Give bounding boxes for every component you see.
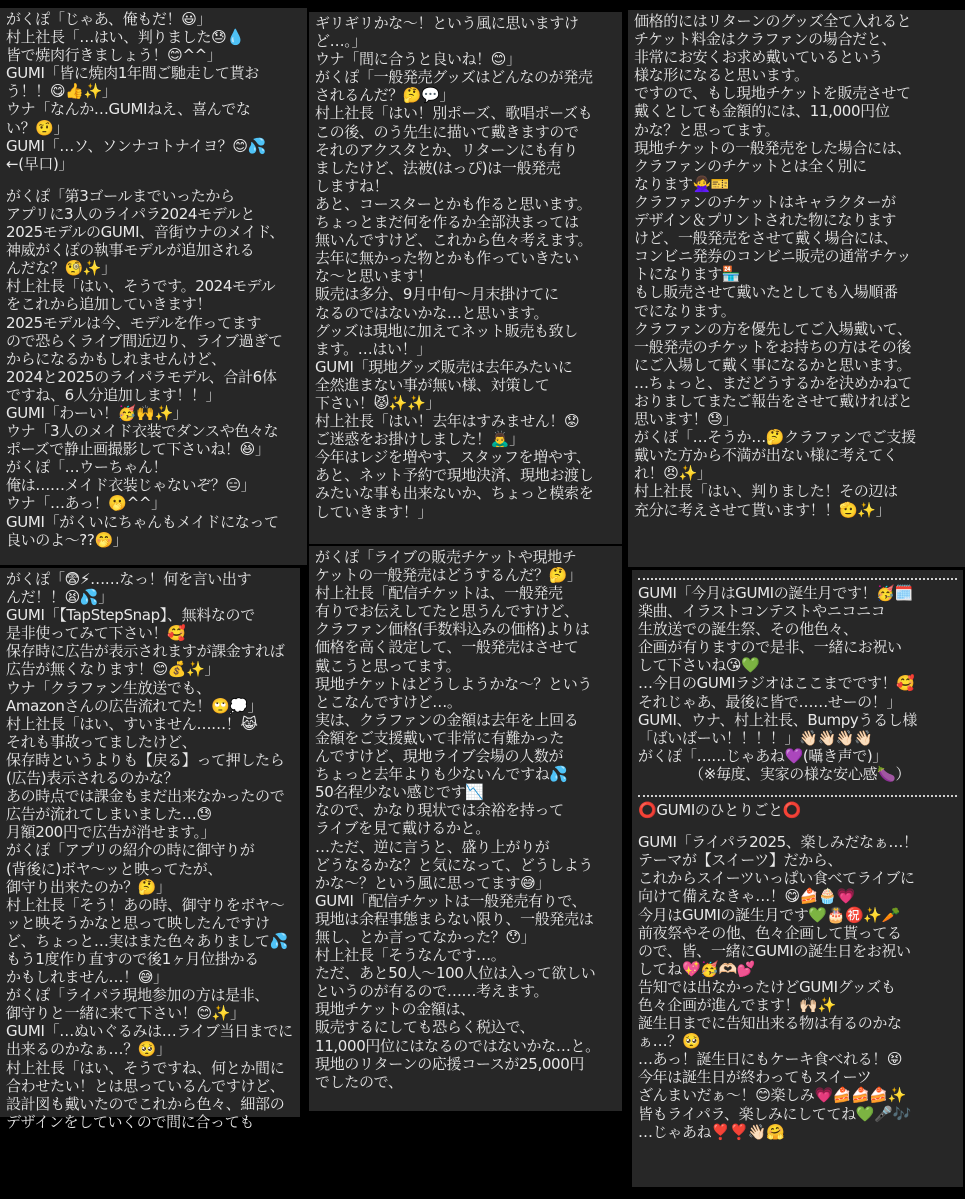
- text-panel-bottom-right: [632, 570, 963, 1187]
- text-line: 前夜祭やその他、色々企画して貰ってる: [638, 923, 902, 942]
- text-line: もし販売させて戴いたとしても入場順番: [634, 283, 898, 302]
- text-line: GUMI、ウナ、村上社長、Bumpyうるし様: [638, 710, 918, 729]
- text-line: ウナ「…あっ！🫢^^」: [6, 494, 166, 513]
- text-line: コンビニ発券のコンビニ販売の通常チケッ: [634, 247, 912, 266]
- text-line: 村上社長「そう！あの時、御守りをボヤ～: [6, 895, 285, 914]
- text-line: な～と思います！: [315, 267, 433, 286]
- text-line: でしたので、: [315, 1072, 403, 1091]
- text-line: …今日のGUMIラジオはここまでです！🥰: [638, 674, 915, 693]
- text-line: テーマが【スイーツ】だから、: [638, 851, 843, 870]
- text-line: 現地は余程事態まらない限り、一般発売は: [315, 909, 594, 928]
- text-line: がくぽ「一般発売グッズはどんなのが発売: [315, 68, 593, 87]
- text-line: 今月はGUMIの誕生月です💚🎂㊗️✨🥕: [638, 905, 901, 924]
- dotted-divider-middle: [638, 795, 957, 797]
- text-line: 思います！😓」: [634, 410, 738, 429]
- text-line: 価格的にはリターンのグッズ全て入れると: [634, 12, 912, 30]
- text-line: (広告)表示されるのかな？: [6, 769, 179, 788]
- text-line: クラファン価格(手数料込みの価格)よりは: [315, 620, 590, 639]
- text-line: みたいな事も出来ないか、ちょっと模索を: [315, 484, 594, 503]
- text-line: 金額をご支援戴いて非常に有難かった: [315, 728, 565, 747]
- text-line: 合わせたい！とは思っているんですけど、: [6, 1076, 285, 1095]
- text-line: 非常にお安くお求め戴いているという: [634, 48, 884, 67]
- text-line: 村上社長「はい、そうです。2024モデル: [6, 277, 276, 296]
- text-line: がくぽ「第3ゴールまでいったから: [6, 186, 235, 205]
- text-line: 出来るのかなぁ…？🥺」: [6, 1040, 171, 1059]
- text-line: GUMI「現地グッズ販売は去年みたいに: [315, 357, 573, 376]
- text-line: 月額200円で広告が消せます。」: [6, 823, 216, 842]
- text-line: クラファンのチケットはキャラクターが: [634, 192, 896, 211]
- text-panel-top-middle: [309, 12, 622, 544]
- text-line: ウナ「なんか…GUMIねえ、喜んでな: [6, 100, 251, 119]
- text-line: 無し、とか言ってなかった？😯」: [315, 927, 536, 946]
- text-line: 様な形になると思います。: [634, 66, 809, 85]
- text-line: がくぽ「😨⚡……なっ！何を言い出す: [6, 570, 252, 588]
- text-line: 御守り出来たのか？🤔」: [6, 877, 171, 896]
- text-line: それも事故ってましたけど、: [6, 732, 197, 751]
- text-line: でになります。: [634, 301, 736, 320]
- text-line: 有りでお伝えしてたと思うんですけど、: [315, 602, 579, 621]
- text-line: 充分に考えさせて貰います！！🫡✨」: [634, 500, 891, 519]
- text-line: GUMI「皆に焼肉1年間ご馳走して貰お: [6, 64, 259, 83]
- text-line: ので恐らくライブ間近辺り、ライブ過ぎて: [6, 331, 283, 350]
- text-line: ライブを見て戴けるかと。: [315, 819, 490, 838]
- text-panel-top-right: [628, 10, 965, 567]
- text-line: あと、ネット予約で現地決済、現地お渡し: [315, 466, 594, 485]
- text-line: 広告が無くなります！😊💰✨」: [6, 660, 220, 679]
- text-line: がくぽ「アプリの紹介の時に御守りが: [6, 841, 255, 860]
- text-line: 戴こうと思ってます。: [315, 656, 461, 675]
- text-line: GUMI「今月はGUMIの誕生月です！🥳🗓️: [638, 584, 913, 602]
- panel-lines-birthday: [638, 584, 957, 783]
- text-line: …あっ！誕生日にもケーキ食べれる！😝: [638, 1050, 903, 1069]
- text-line: 企画が有りますので是非、一緒にお祝い: [638, 638, 902, 657]
- blank-line: [6, 173, 301, 187]
- text-line: Amazonさんの広告流れてた！🙄💭」: [6, 696, 263, 715]
- text-line: れ！😠✨」: [634, 464, 712, 483]
- text-line: かな？と思ってます。: [634, 120, 780, 139]
- text-line: 村上社長「はい、そうですね、何とか間に: [6, 1058, 285, 1077]
- text-line: ギリギリかな～！という風に思いますけ: [315, 14, 579, 32]
- text-line: して下さいね😘💚: [638, 656, 760, 675]
- text-line: ぁ…？🥺: [638, 1032, 701, 1051]
- text-line: 広告が流れてしまいました…😓: [6, 805, 212, 824]
- text-panel-bottom-middle: [309, 546, 622, 1111]
- text-line: 2025モデルのGUMI、音街ウナのメイド、: [6, 223, 285, 242]
- text-line: 設計図も戴いたのでこれから色々、細部の: [6, 1094, 285, 1113]
- text-line: 向けて備えなきゃ…！😋🍰🧁💗: [638, 887, 855, 906]
- text-line: クラファンの方を優先してご入場戴いて、: [634, 319, 912, 338]
- text-line: 村上社長「はい、すいません……！😹: [6, 714, 258, 733]
- text-line: 今年は誕生日が終わってもスイーツ: [638, 1068, 872, 1087]
- text-line: …ただ、逆に言うと、盛り上がりが: [315, 837, 550, 856]
- text-line: 無いんですけど、これから色々考えます。: [315, 231, 593, 250]
- text-line: ちょっと去年よりも少ないんですね💦: [315, 765, 568, 784]
- text-line: 是非使ってみて下さい！🥰: [6, 624, 186, 643]
- text-line: ⭕GUMIのひとりごと⭕: [638, 801, 802, 820]
- text-line: がくぽ「ライパラ現地参加の方は是非、: [6, 986, 269, 1005]
- text-line: あと、コースターとかも作ると思います。: [315, 194, 592, 213]
- panel-lines: [315, 14, 616, 521]
- text-line: 俺は……メイド衣装じゃないぞ？😑」: [6, 476, 256, 495]
- panel-lines-monologue: [638, 801, 957, 1141]
- text-line: これからスイーツいっぱい食べてライブに: [638, 869, 915, 888]
- text-line: 神威がくぽの執事モデルが追加される: [6, 241, 255, 260]
- text-line: 御守りと一緒に来て下さい！😊✨」: [6, 1004, 245, 1023]
- text-line: ましたけど、法被(はっぴ)は一般発売: [315, 158, 561, 177]
- text-line: GUMI「がくいにちゃんもメイドになって: [6, 512, 279, 531]
- text-line: 誕生日までに告知出来る物は有るのかな: [638, 1014, 902, 1033]
- text-line: クラファンのチケットとは全く別に: [634, 156, 867, 175]
- text-line: していきます！」: [315, 502, 433, 521]
- text-line: GUMI「ライパラ2025、楽しみだなぁ…！: [638, 833, 918, 852]
- text-line: ちょっとまだ何を作るか全部決まっては: [315, 213, 579, 232]
- text-line: 現地チケットはどうしようかな～？という: [315, 674, 593, 693]
- text-line: ざんまいだぁ～！😊楽しみ💗🍰🍰🍰✨: [638, 1086, 907, 1105]
- text-line: 現地チケットの一般発売をした場合には、: [634, 138, 912, 157]
- text-line: どうなるかな？と気になって、どうしよう: [315, 855, 594, 874]
- text-panel-top-left: [0, 8, 307, 565]
- text-line: あの時点では課金もまだ出来なかったので: [6, 787, 285, 806]
- text-line: おりましてまたご報告をさせて戴ければと: [634, 391, 913, 410]
- text-line: 戴いた方から不満が出ない様に考えてく: [634, 446, 898, 465]
- text-line: にご入場して戴く事になるかと思います。: [634, 355, 912, 374]
- text-line: 村上社長「…はい、判りました😓💧: [6, 28, 245, 47]
- text-line: ウナ「3人のメイド衣装でダンスや色々な: [6, 422, 279, 441]
- text-line: というのが有るので……考えます。: [315, 982, 549, 1001]
- text-line: 販売するにしても恐らく税込で、: [315, 1018, 535, 1037]
- text-line: 現地のリターンの応援コースが25,000円: [315, 1054, 585, 1073]
- text-line: 実は、クラファンの金額は去年を上回る: [315, 710, 579, 729]
- text-line: 50名程少ない感じです📉: [315, 783, 484, 802]
- text-line: 村上社長「はい、判りました！その辺は: [634, 482, 898, 501]
- text-line: GUMI「…ソ、ソンナコトナイヨ？😊💦: [6, 136, 266, 155]
- text-line: なるのではないかな…と思います。: [315, 303, 549, 322]
- text-line: い？🤨」: [6, 118, 69, 137]
- text-line: からになるかもしれませんけど、: [6, 349, 226, 368]
- text-line: 色々企画が進んでます！🙌🏻✨: [638, 995, 836, 1014]
- text-line: 生放送での誕生祭、その他色々、: [638, 620, 858, 639]
- text-line: ッと映そうかなと思って映したんですけ: [6, 913, 270, 932]
- text-line: それじゃあ、最後に皆で……せーの！」: [638, 692, 902, 711]
- text-line: 皆もライパラ、楽しみにしててね💚🎤🎶: [638, 1104, 911, 1123]
- text-line: ど…。」: [315, 32, 367, 51]
- text-line: 「ばいばーい！！！！」👋🏻👋🏻👋🏻👋🏻: [638, 728, 873, 747]
- text-line: GUMI「…ぬいぐるみは…ライブ当日までに: [6, 1022, 293, 1041]
- text-line: （※毎度、実家の様な安心感🍆）: [638, 764, 911, 783]
- text-line: 11,000円位にはなるのではないかな…と。: [315, 1036, 600, 1055]
- text-line: ご迷惑をお掛けしました！🙇‍♂️」: [315, 430, 524, 449]
- text-line: 去年に無かった物とかも作っていきたい: [315, 249, 579, 268]
- text-line: かもしれません…！😅」: [6, 968, 168, 987]
- blank-line: [638, 819, 957, 833]
- text-line: デザインをしていくので間に合っても: [6, 1112, 255, 1131]
- text-line: がくぽ「じゃあ、俺もだ！😃」: [6, 10, 212, 28]
- text-line: ですので、もし現地チケットを販売させて: [634, 84, 911, 103]
- text-line: かな～？という風に思ってます😅」: [315, 873, 551, 892]
- text-line: 村上社長「はい！別ポーズ、歌唱ポーズも: [315, 104, 593, 123]
- text-line: んだな？🧐✨」: [6, 259, 116, 278]
- text-line: 2024と2025のライパラモデル、合計6体: [6, 367, 277, 386]
- text-line: この後、のう先生に描いて戴きますので: [315, 122, 579, 141]
- text-line: んですけど、現地ライブ会場の人数が: [315, 747, 564, 766]
- text-line: ですね、6人分追加します！！」: [6, 385, 221, 404]
- text-line: ウナ「間に合うと良いね！😊」: [315, 50, 521, 69]
- text-line: がくぽ「…そうか…🤔クラファンでご支援: [634, 428, 916, 447]
- text-line: 楽曲、イラストコンテストやニコニコ: [638, 602, 886, 621]
- text-line: それのアクスタとか、リターンにも有り: [315, 140, 578, 159]
- text-line: もう1度作り直すので後1ヶ月位掛かる: [6, 949, 259, 968]
- text-line: 一般発売のチケットをお持ちの方はその後: [634, 337, 912, 356]
- text-line: GUMI「【TapStepSnap】、無料なので: [6, 606, 255, 625]
- text-line: 告知では出なかったけどGUMIグッズも: [638, 977, 896, 996]
- text-line: がくぽ「ライブの販売チケットや現地チ: [315, 548, 577, 566]
- text-line: されるんだ？🤔💬」: [315, 86, 455, 105]
- text-line: GUMI「配信チケットは一般発売有りで、: [315, 891, 587, 910]
- text-line: グッズは現地に加えてネット販売も致し: [315, 321, 578, 340]
- text-line: 下さい！😾✨✨」: [315, 393, 441, 412]
- text-line: ウナ「クラファン生放送でも、: [6, 678, 211, 697]
- text-line: 価格を高く設定して、一般発売はさせて: [315, 638, 579, 657]
- text-line: 良いのよ～??🤭」: [6, 530, 128, 549]
- text-line: 今年はレジを増やす、スタッフを増やす、: [315, 448, 591, 467]
- text-line: ケットの一般発売はどうするんだ？🤔」: [315, 566, 582, 585]
- text-line: 保存時というよりも【戻る】って押したら: [6, 750, 285, 769]
- text-line: ど、ちょっと…実はまた色々ありまして💦: [6, 931, 289, 950]
- text-line: …じゃあね❣️❣️👋🏻🤗: [638, 1122, 785, 1141]
- text-line: してね💖🥳🫶🏻💕: [638, 959, 756, 978]
- text-line: がくぽ「…ウーちゃん！: [6, 458, 168, 477]
- text-line: ので、皆、一緒にGUMIの誕生日をお祝い: [638, 941, 911, 960]
- text-line: ます。…はい！」: [315, 339, 432, 358]
- dotted-divider-top: [638, 578, 957, 580]
- text-line: 村上社長「はい！去年はすみません！😟: [315, 412, 580, 431]
- text-line: 全然進まない事が無い様、対策して: [315, 375, 550, 394]
- text-line: (背後に)ボヤ～ッと映ってたが、: [6, 859, 223, 878]
- text-line: 販売は多分、9月中旬～月末掛けてに: [315, 285, 559, 304]
- text-line: う！！😋👍✨」: [6, 82, 117, 101]
- text-line: がくぽ「……じゃあね💜(囁き声で)」: [638, 746, 888, 765]
- text-line: アプリに3人のライパラ2024モデルと: [6, 204, 255, 223]
- text-line: をこれから追加していきます！: [6, 295, 212, 314]
- panel-lines: [6, 10, 301, 549]
- text-line: 村上社長「配信チケットは、一般発売: [315, 584, 563, 603]
- text-line: けど、一般発売をさせて戴く場合には、: [634, 229, 898, 248]
- text-line: 皆で焼肉行きましょう！😊^^」: [6, 46, 222, 65]
- text-line: GUMI「わーい！🥳🙌✨」: [6, 403, 188, 422]
- panel-lines: [315, 548, 616, 1091]
- text-line: チケット料金はクラファンの場合だと、: [634, 30, 897, 49]
- text-line: 村上社長「そうなんです…。: [315, 946, 506, 965]
- text-line: トになります🏪: [634, 265, 741, 284]
- text-line: …ちょっと、まだどうするかを決めかねて: [634, 373, 912, 392]
- text-line: ただ、あと50人～100人位は入って欲しい: [315, 964, 596, 983]
- text-line: なります🙅‍♀️🎫: [634, 174, 730, 193]
- text-line: ←(早口)」: [6, 154, 74, 173]
- text-line: しますね！: [315, 176, 389, 195]
- text-line: なので、かなり現状では余裕を持って: [315, 801, 564, 820]
- panel-lines: [634, 12, 959, 519]
- text-line: 保存時に広告が表示されますが課金すれば: [6, 642, 285, 661]
- text-line: ポーズで静止画撮影して下さいね！😆」: [6, 440, 270, 459]
- text-line: とこなんですけど…。: [315, 692, 462, 711]
- text-line: んだ！！😫💦」: [6, 588, 113, 607]
- text-panel-bottom-left: [0, 568, 300, 1131]
- text-line: デザイン＆プリントされた物になります: [634, 211, 897, 230]
- panel-lines: [6, 570, 294, 1131]
- text-line: 2025モデルは今、モデルを作ってます: [6, 313, 262, 332]
- text-line: 戴くとしても金額的には、11,000円位: [634, 102, 890, 121]
- text-line: 現地チケットの金額は、: [315, 1000, 475, 1019]
